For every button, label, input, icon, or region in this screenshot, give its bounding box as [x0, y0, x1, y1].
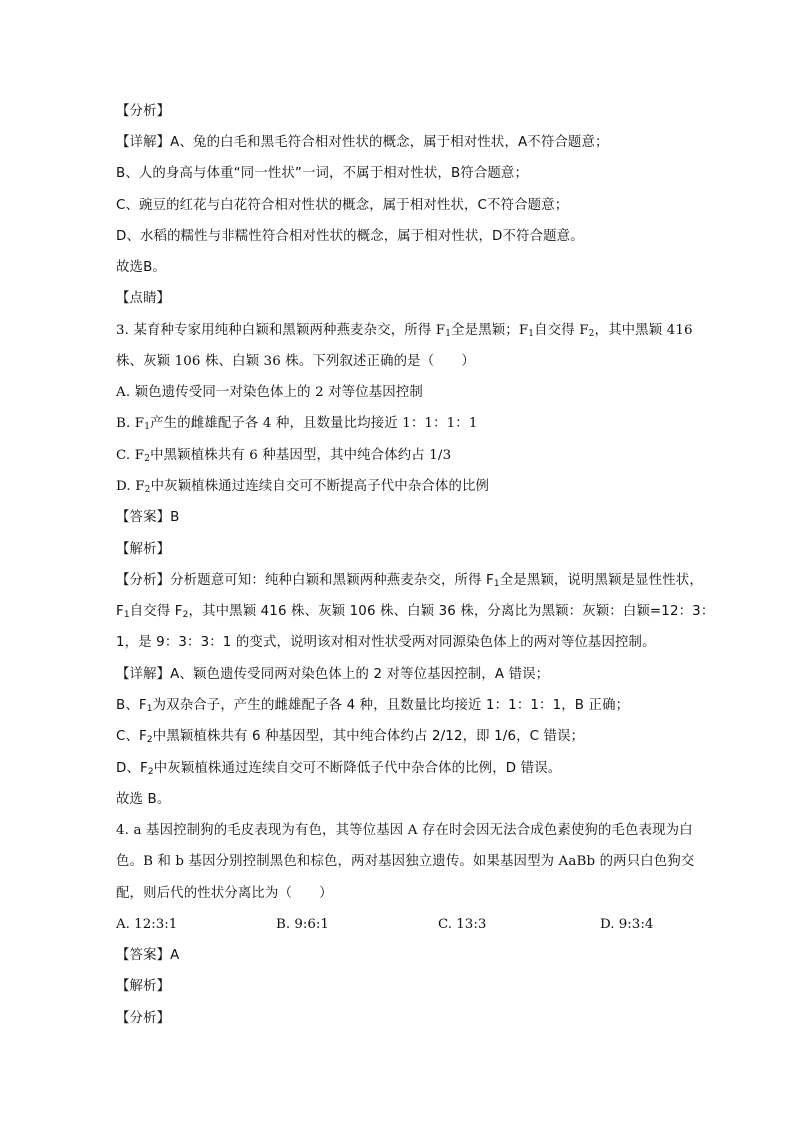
q4-explanation-label: 【解析】 [116, 979, 171, 994]
detail-line-b: B、人的身高与体重“同一性状”一词，不属于相对性状，B符合题意； [116, 166, 528, 181]
q3-stem-line-2: 株、灰颖 106 株、白颖 36 株。下列叙述正确的是（ ） [116, 354, 475, 369]
q4-option-a: A. 12:3:1 [116, 917, 178, 932]
section-label-comment: 【点睛】 [116, 291, 171, 306]
detail-text: A、兔的白毛和黑毛符合相对性状的概念，属于相对性状，A不符合题意； [170, 135, 609, 150]
q3-explanation-label: 【解析】 [116, 542, 171, 557]
q3-option-c: C. $F_2$中黑颖植株共有 6 种基因型，其中纯合体约占 1/3 [116, 448, 452, 464]
q3-stem-line-1: 3. 某育种专家用纯种白颖和黑颖两种燕麦杂交，所得 $F_1$全是黑颖；$F_1$自交得 $F_2$，其中黑颖 416 [116, 323, 693, 339]
q4-option-c: C. 13:3 [438, 917, 487, 932]
q3-detail-b: B、$F_1$为双杂合子，产生的雌雄配子各 4 种，且数量比均接近 1：1：1：1，B 正确； [116, 698, 630, 714]
q3-detail-c: C、$F_2$中黑颖植株共有 6 种基因型，其中纯合体约占 2/12，即 1/6，C 错误； [116, 729, 585, 745]
q3-detail-a: 【详解】A、颖色遗传受同两对染色体上的 2 对等位基因控制，A 错误； [116, 667, 550, 682]
conclusion-line: 故选B。 [116, 260, 166, 275]
q3-analysis-line-3: 1，是 9：3：3：1 的变式，说明该对相对性状受两对同源染色体上的两对等位基因控制。 [116, 635, 656, 650]
detail-line-c: C、豌豆的红花与白花符合相对性状的概念，属于相对性状，C不符合题意； [116, 198, 569, 213]
section-label-analysis: 【分析】 [116, 104, 171, 119]
q4-option-b: B. 9:6:1 [276, 917, 329, 932]
q4-stem-line-1: 4. a 基因控制狗的毛皮表现为有色，其等位基因 A 存在时会因无法合成色素使狗的毛色表现为白 [116, 823, 693, 838]
q4-analysis-label: 【分析】 [116, 1011, 171, 1026]
detail-line-a [116, 133, 609, 153]
detail-label: 【详解】 [116, 135, 171, 150]
q3-analysis-line-2: $F_1$自交得 $F_2$，其中黑颖 416 株、灰颖 106 株、白颖 36 株，分离比为黑颖：灰颖：白颖=12：3： [116, 604, 715, 620]
q3-answer: 【答案】B [116, 510, 180, 525]
q4-option-d: D. 9:3:4 [600, 917, 654, 932]
q3-conclusion: 故选 B。 [116, 792, 171, 807]
q4-answer: 【答案】A [116, 948, 180, 963]
q4-stem-line-2: 色。B 和 b 基因分别控制黑色和棕色，两对基因独立遗传。如果基因型为 AaBb 的两只白色狗交 [116, 854, 695, 869]
q3-option-b: B. $F_1$产生的雌雄配子各 4 种，且数量比均接近 1：1：1：1 [116, 416, 478, 432]
q4-stem-line-3: 配，则后代的性状分离比为（ ） [116, 886, 333, 901]
q3-detail-d: D、$F_2$中灰颖植株通过连续自交可不断降低子代中杂合体的比例，D 错误。 [116, 761, 562, 777]
q3-option-d: D. $F_2$中灰颖植株通过连续自交可不断提高子代中杂合体的比例 [116, 479, 490, 495]
q3-option-a: A. 颖色遗传受同一对染色体上的 2 对等位基因控制 [116, 385, 423, 400]
detail-line-d: D、水稻的糯性与非糯性符合相对性状的概念，属于相对性状，D不符合题意。 [116, 229, 584, 244]
q3-analysis-line-1: 【分析】分析题意可知：纯种白颖和黑颖两种燕麦杂交，所得 $F_1$全是黑颖，说明黑颖是显性性状， [116, 573, 703, 589]
